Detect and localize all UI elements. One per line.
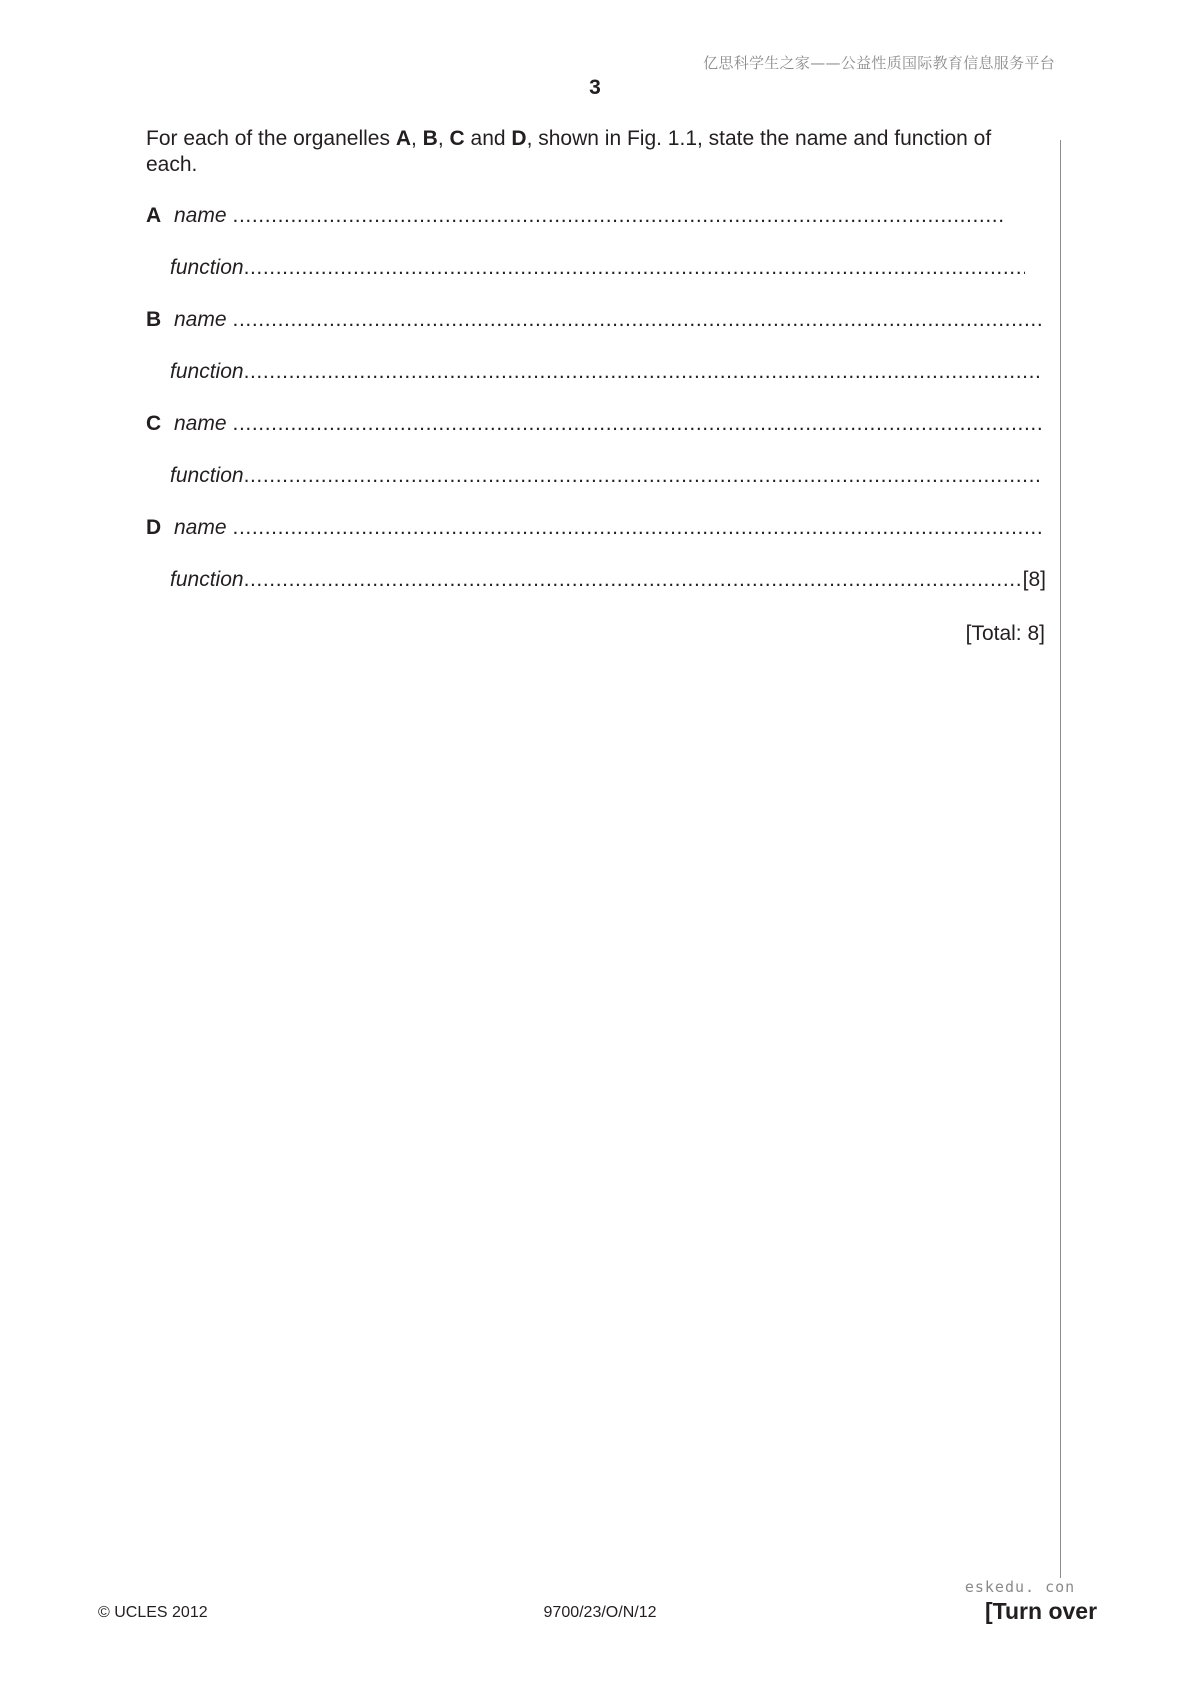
answer-a-name-line[interactable] <box>146 204 1006 232</box>
dotted-line <box>233 204 1006 228</box>
answer-b-name-line[interactable] <box>146 308 1043 336</box>
total-marks: [Total: 8] <box>965 622 1045 645</box>
answer-label: function <box>170 360 244 383</box>
answer-d-function-line[interactable] <box>170 568 1046 596</box>
dotted-line <box>244 360 1043 384</box>
answer-label: name <box>174 204 227 227</box>
dotted-line <box>244 464 1043 488</box>
answer-letter: A <box>146 204 162 227</box>
answer-a-function-line[interactable] <box>170 256 1025 284</box>
answer-d-name-line[interactable] <box>146 516 1043 544</box>
answer-b-function-line[interactable] <box>170 360 1043 388</box>
turn-over-label: [Turn over <box>985 1598 1098 1624</box>
watermark-top: 亿思科学生之家——公益性质国际教育信息服务平台 <box>703 54 1055 72</box>
answer-label: name <box>174 308 227 331</box>
answer-label: name <box>174 516 227 539</box>
answer-label: function <box>170 568 244 591</box>
page-number: 3 <box>589 76 601 99</box>
dotted-line <box>233 516 1043 540</box>
marks-label: [8] <box>1022 568 1046 591</box>
dotted-line <box>244 256 1025 280</box>
margin-line <box>1060 140 1061 1578</box>
footer-copyright: © UCLES 2012 <box>98 1604 208 1621</box>
dotted-line <box>233 412 1043 436</box>
answer-label: function <box>170 464 244 487</box>
answer-label: function <box>170 256 244 279</box>
question-text: For each of the organelles A, B, C and D, shown in Fig. 1.1, state the name and function of each. <box>146 127 992 176</box>
answer-letter: D <box>146 516 162 539</box>
footer-paper-code: 9700/23/O/N/12 <box>543 1604 657 1621</box>
dotted-line <box>244 568 1021 592</box>
answer-label: name <box>174 412 227 435</box>
watermark-bottom: eskedu. con <box>964 1578 1076 1596</box>
answer-c-name-line[interactable] <box>146 412 1043 440</box>
answer-letter: C <box>146 412 162 435</box>
dotted-line <box>233 308 1043 332</box>
answer-c-function-line[interactable] <box>170 464 1043 492</box>
answer-letter: B <box>146 308 162 331</box>
